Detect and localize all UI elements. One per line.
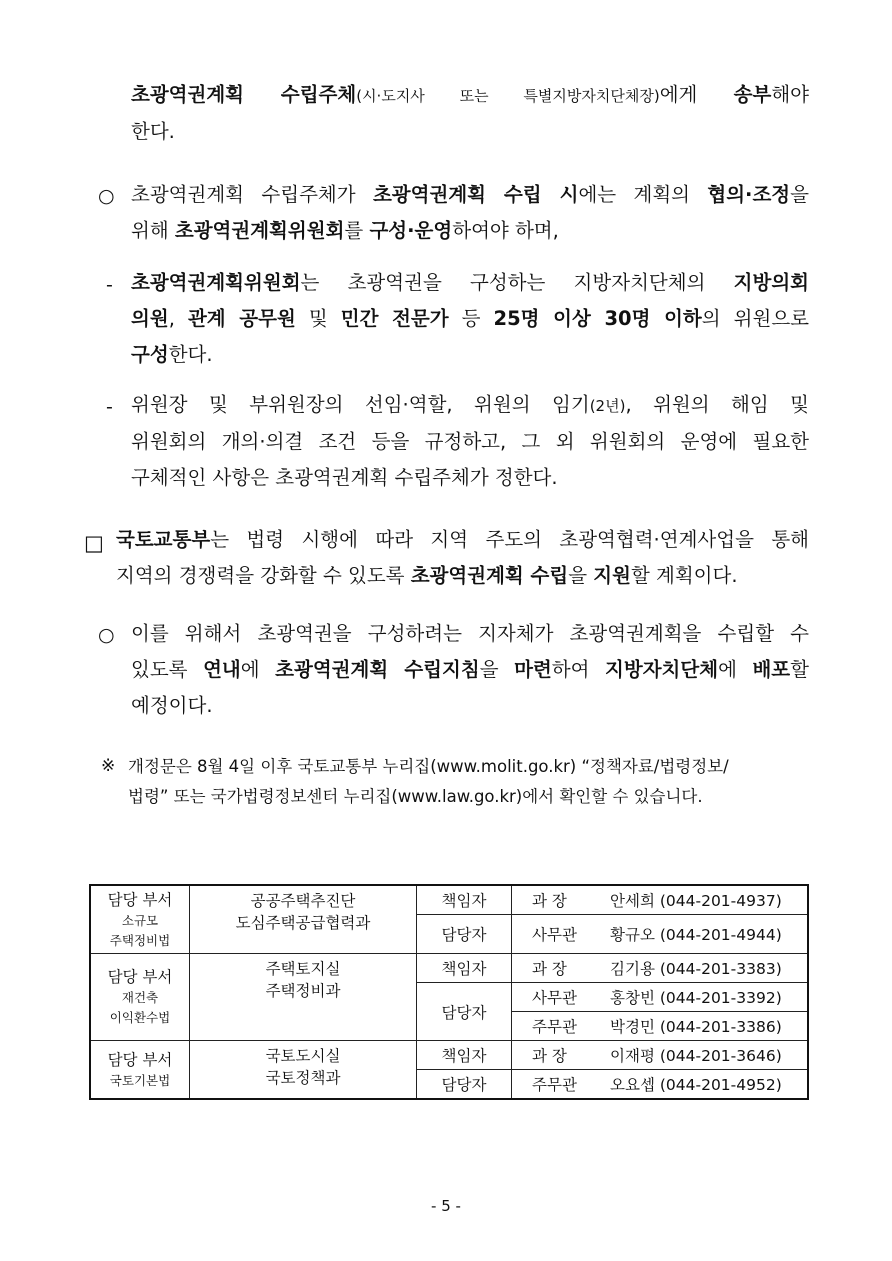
dept-cell xyxy=(90,1041,190,1100)
person-name: 오요셉 xyxy=(610,1076,655,1094)
text: 있도록 xyxy=(131,658,204,681)
text-bold: 관계 공무원 xyxy=(187,307,296,330)
person-name: 안세희 xyxy=(610,892,655,910)
text-bold: 국토교통부 xyxy=(116,528,211,551)
text: 위원장 및 부위원장의 선임·역할, 위원의 임기 xyxy=(131,393,590,416)
text: 한다. xyxy=(131,120,175,143)
text: , 위원의 해임 및 xyxy=(625,393,809,416)
team-label: 공공주택추진단 xyxy=(250,892,356,910)
rank: 과 장 xyxy=(532,1047,567,1065)
text-bold: 지원 xyxy=(593,564,631,587)
text: 위해 xyxy=(131,219,175,242)
person-cell xyxy=(512,1070,809,1100)
phone: (044-201-4952) xyxy=(659,1076,782,1094)
page-number: - 5 - xyxy=(431,1197,461,1215)
law-label: 재건축 xyxy=(121,990,159,1005)
text-bold: 초광역권계획위원회 xyxy=(174,219,345,242)
role-cell: 책임자 xyxy=(417,885,512,915)
notice-line: 개정문은 8월 4일 이후 국토교통부 누리집(www.molit.go.kr) “정책자료/법령정보/ xyxy=(128,757,729,776)
text-bold: 지방의회 xyxy=(733,271,809,294)
phone: (044-201-3383) xyxy=(659,960,782,978)
phone: (044-201-3646) xyxy=(659,1047,782,1065)
text: 해야 xyxy=(771,83,809,106)
text: 지역의 경쟁력을 강화할 수 있도록 xyxy=(116,564,411,587)
team-label: 도심주택공급협력과 xyxy=(235,914,371,932)
text-bold: 초광역권계획 수립지침 xyxy=(275,658,480,681)
person-name: 홍창빈 xyxy=(610,989,655,1007)
team-label: 주택정비과 xyxy=(265,982,341,1000)
role-cell: 담당자 xyxy=(417,1070,512,1100)
person-name: 김기용 xyxy=(610,960,655,978)
text: 하여야 하며, xyxy=(452,219,559,242)
team-cell xyxy=(190,1041,417,1100)
text-small: (시·도지사 또는 특별지방자치단체장) xyxy=(356,87,660,105)
team-label: 국토도시실 xyxy=(265,1047,341,1065)
law-label: 소규모 xyxy=(121,912,159,928)
reference-mark-icon: ※ xyxy=(101,756,116,776)
person-cell xyxy=(512,915,809,954)
text: 초광역권계획 수립주체가 xyxy=(131,183,373,206)
text-bold: 구성 xyxy=(131,343,169,366)
dept-cell xyxy=(90,885,190,954)
team-cell xyxy=(190,885,417,954)
text: 를 xyxy=(344,219,370,242)
text: 는 초광역권을 구성하는 지방자치단체의 xyxy=(300,271,734,294)
text: 할 계획이다. xyxy=(630,564,738,587)
text: 구체적인 사항은 초광역권계획 수립주체가 정한다. xyxy=(131,466,558,489)
team-label: 주택토지실 xyxy=(265,960,341,978)
paragraph-submission xyxy=(131,77,809,150)
paragraph-committee-duty xyxy=(131,177,809,249)
paragraph-committee-rules xyxy=(131,387,809,496)
text: 위원회의 개의·의결 조건 등을 규정하고, 그 외 위원회의 운영에 필요한 xyxy=(131,430,809,453)
text: 예정이다. xyxy=(131,694,213,717)
rank: 사무관 xyxy=(532,926,577,944)
dept-label: 담당 부서 xyxy=(107,1050,173,1069)
text: 에게 xyxy=(659,83,734,106)
phone: (044-201-3392) xyxy=(659,989,782,1007)
paragraph-ministry-plan xyxy=(116,522,809,594)
role-cell: 담당자 xyxy=(417,983,512,1041)
rank: 과 장 xyxy=(532,892,567,910)
person-name: 황규오 xyxy=(610,926,655,944)
law-label: 주택정비법 xyxy=(109,932,171,948)
text-bold: 배포 xyxy=(752,658,791,681)
dash-bullet: - xyxy=(106,396,113,418)
team-label: 국토정책과 xyxy=(265,1069,341,1087)
contact-table xyxy=(89,884,809,1100)
person-cell xyxy=(512,954,809,983)
role-cell: 담당자 xyxy=(417,915,512,954)
text-bold: 초광역권계획 수립 시 xyxy=(372,183,579,206)
text-bold: 송부 xyxy=(733,83,772,106)
role-cell: 책임자 xyxy=(417,954,512,983)
law-label: 국토기본법 xyxy=(109,1072,171,1088)
text: 하여 xyxy=(551,658,606,681)
text-bold: 25명 이상 30명 이하 xyxy=(493,307,702,330)
text-bold: 협의·조정 xyxy=(707,183,791,206)
text: , xyxy=(168,307,188,330)
dept-label: 담당 부서 xyxy=(107,890,173,909)
person-name: 박경민 xyxy=(610,1018,655,1036)
rank: 과 장 xyxy=(532,960,567,978)
text-bold: 연내 xyxy=(203,658,241,681)
circle-bullet-icon: ○ xyxy=(98,185,115,207)
notice-text xyxy=(128,752,818,812)
dept-label: 담당 부서 xyxy=(107,968,173,986)
phone: (044-201-4944) xyxy=(659,926,782,944)
person-cell xyxy=(512,983,809,1012)
role-cell: 책임자 xyxy=(417,1041,512,1070)
rank: 사무관 xyxy=(532,989,577,1007)
phone: (044-201-3386) xyxy=(659,1018,782,1036)
text: 의 위원으로 xyxy=(701,307,810,330)
square-bullet-icon: □ xyxy=(84,531,104,555)
circle-bullet-icon: ○ xyxy=(98,624,115,646)
table-row xyxy=(90,1041,808,1070)
text-bold: 민간 전문가 xyxy=(340,307,449,330)
text-bold: 구성·운영 xyxy=(369,219,453,242)
text: 및 xyxy=(295,307,341,330)
text: 을 xyxy=(479,658,515,681)
person-cell xyxy=(512,1012,809,1041)
text-bold: 초광역권계획 수립 xyxy=(410,564,569,587)
notice-line: 법령” 또는 국가법령정보센터 누리집(www.law.go.kr)에서 확인할 수 있습니다. xyxy=(128,787,703,806)
text-bold: 초광역권계획 수립주체 xyxy=(131,83,357,106)
text-bold: 마련 xyxy=(514,658,552,681)
text: 한다. xyxy=(168,343,213,366)
person-name: 이재평 xyxy=(610,1047,655,1065)
dept-cell xyxy=(90,954,190,1041)
paragraph-guideline-distribution xyxy=(131,616,809,724)
text: 는 법령 시행에 따라 지역 주도의 초광역협력·연계사업을 통해 xyxy=(210,528,809,551)
text: 을 xyxy=(790,183,809,206)
phone: (044-201-4937) xyxy=(659,892,782,910)
rank: 주무관 xyxy=(532,1076,577,1094)
text: 에는 계획의 xyxy=(578,183,708,206)
text-bold: 지방자치단체 xyxy=(605,658,719,681)
text: 등 xyxy=(448,307,494,330)
text: 할 xyxy=(790,658,809,681)
text-bold: 의원 xyxy=(131,307,169,330)
table-row xyxy=(90,885,808,915)
text: 을 xyxy=(568,564,594,587)
table-row xyxy=(90,954,808,983)
text-small: (2년) xyxy=(589,397,626,415)
text: 에 xyxy=(240,658,276,681)
person-cell xyxy=(512,885,809,915)
text: 이를 위해서 초광역권을 구성하려는 지자체가 초광역권계획을 수립할 수 xyxy=(131,622,809,645)
person-cell xyxy=(512,1041,809,1070)
text: 에 xyxy=(718,658,753,681)
team-cell xyxy=(190,954,417,1041)
text-bold: 초광역권계획위원회 xyxy=(131,271,301,294)
paragraph-committee-members xyxy=(131,265,809,373)
rank: 주무관 xyxy=(532,1018,577,1036)
law-label: 이익환수법 xyxy=(109,1010,171,1025)
dash-bullet: - xyxy=(106,274,113,296)
